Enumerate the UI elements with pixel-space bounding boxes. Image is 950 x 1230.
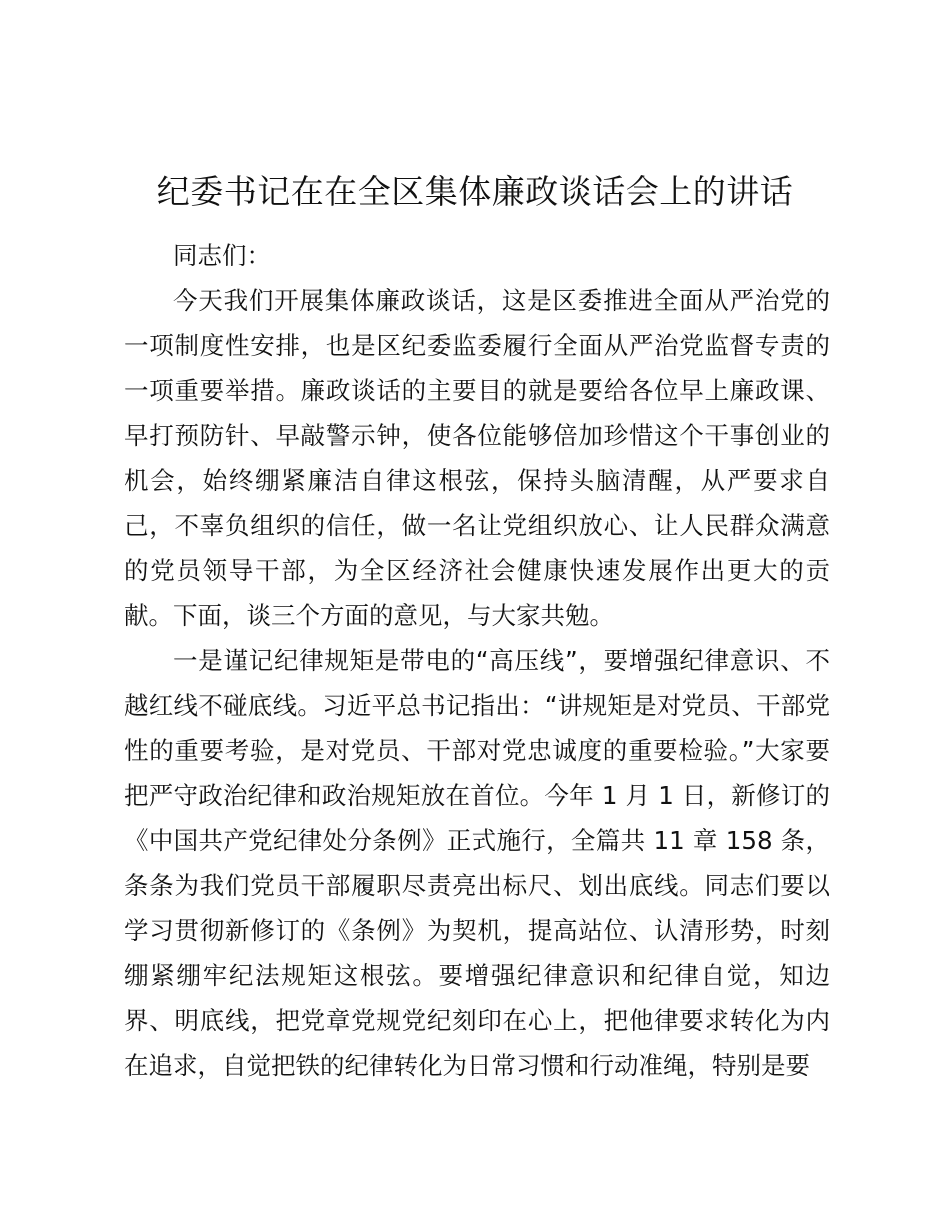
document-title: 纪委书记在在全区集体廉政谈话会上的讲话 — [156, 172, 794, 211]
document-body — [124, 233, 830, 1088]
greeting: 同志们： — [173, 241, 271, 270]
paragraph-point-one: 一是谨记纪律规矩是带电的“高压线”，要增强纪律意识、不越红线不碰底线。习近平总书记指出：“讲规矩是对党员、干部党性的重要考验，是对党员、干部对党忠诚度的重要检验。”大家要把严守政治纪律和政治规矩放在首位。今年 1 月 1 日，新修订的《中国共产党纪律处分条例》正式施行，全篇共 11 章 158 条，条条为我们党员干部履职尽责亮出标尺、划出底线。同志们要以学习贯彻新修订的《条例》为契机，提高站位、认清形势，时刻绷紧绷牢纪法规矩这根弦。要增强纪律意识和纪律自觉，知边界、明底线，把党章党规党纪刻印在心上，把他律要求转化为内在追求，自觉把铁的纪律转化为日常习惯和行动准绳，特别是要 — [124, 646, 830, 1080]
paragraph-intro: 今天我们开展集体廉政谈话，这是区委推进全面从严治党的一项制度性安排，也是区纪委监委履行全面从严治党监督专责的一项重要举措。廉政谈话的主要目的就是要给各位早上廉政课、早打预防针、早敲警示钟，使各位能够倍加珍惜这个干事创业的机会，始终绷紧廉洁自律这根弦，保持头脑清醒，从严要求自己，不辜负组织的信任，做一名让党组织放心、让人民群众满意的党员领导干部，为全区经济社会健康快速发展作出更大的贡献。下面，谈三个方面的意见，与大家共勉。 — [124, 286, 830, 630]
